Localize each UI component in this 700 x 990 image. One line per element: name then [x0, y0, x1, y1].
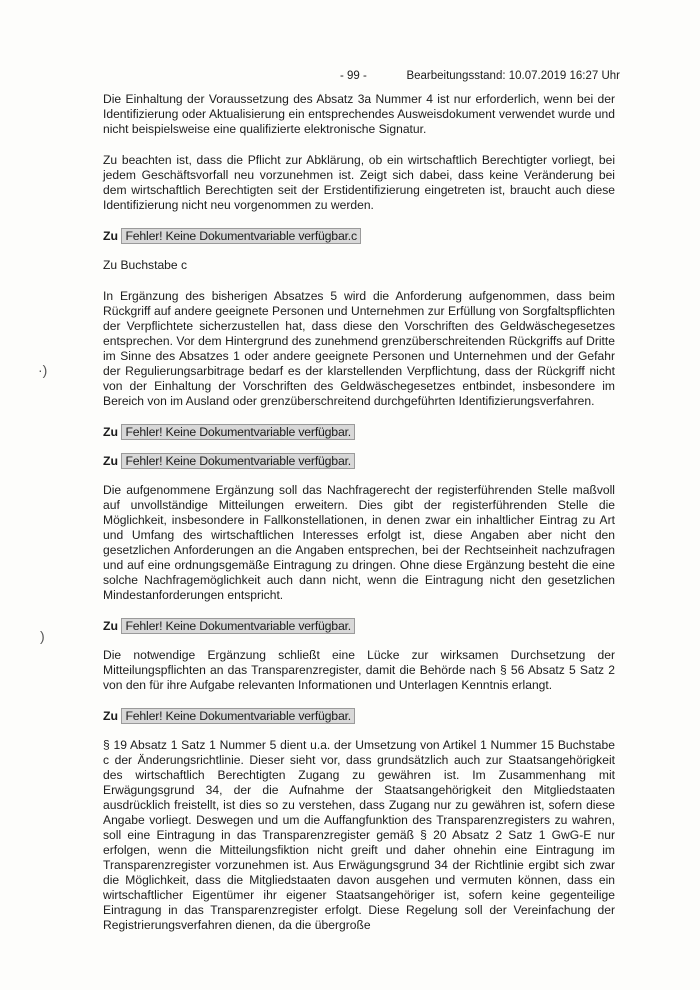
paragraph: Zu beachten ist, dass die Pflicht zur Abklärung, ob ein wirtschaftlich Berechtigter vorliegt, bei jedem Geschäftsvorfall neu vorzunehmen ist. Zeigt sich dabei, dass keine Veränderung bei dem wirtschaftlich Berechtigten seit der Erstidentifizierung eingetreten ist, braucht auch diese Identifizierung nicht neu vorgenommen zu werden.	[103, 153, 615, 212]
section-heading: Zu Fehler! Keine Dokumentvariable verfügbar.	[103, 425, 615, 440]
paragraph: In Ergänzung des bisherigen Absatzes 5 wird die Anforderung aufgenommen, dass beim Rückgriff auf andere geeignete Personen und Unternehmen zur Erfüllung von Sorgfaltspflichten der Verpflichtete sicherzustellen hat, dass diese den Vorschriften des Geldwäschegesetzes entsprechen. Vor dem Hintergrund des zunehmend grenzüberschreitenden Rückgriffs auf Dritte im Sinne des Absatzes 1 oder andere geeignete Personen und Unternehmen und der Gefahr der Regulierungsarbitrage bedarf es der klarstellenden Verpflichtung, dass der Rückgriff nicht von der Einhaltung der Vorschriften des Geldwäschegesetzes entbindet, insbesondere im Bereich von im Ausland oder grenzüberschreitend durchgeführten Identifizierungsverfahren.	[103, 289, 615, 408]
page-number: - 99 -	[340, 70, 367, 82]
paragraph: Die aufgenommene Ergänzung soll das Nachfragerecht der registerführenden Stelle maßvoll auf unvollständige Mitteilungen erweitern. Dies gibt der registerführenden Stelle die Möglichkeit, insbesondere in Fallkonstellationen, in denen zwar ein inhaltlicher Eintrag zu Art und Umfang des wirtschaftlichen Interesses erfolgt ist, diese Angaben aber nicht den gesetzlichen Anforderungen an die Angaben entsprechen, bei der Rechtseinheit nachzufragen und auf eine ordnungsgemäße Eintragung zu dringen. Ohne diese Ergänzung besteht die eine solche Nachfragemöglichkeit auch dann nicht, wenn die Eintragung nicht den gesetzlichen Mindestanforderungen entspricht.	[103, 483, 615, 602]
margin-mark: )	[40, 628, 45, 644]
section-heading: Zu Fehler! Keine Dokumentvariable verfügbar.	[103, 619, 615, 634]
paragraph: Die Einhaltung der Voraussetzung des Absatz 3a Nummer 4 ist nur erforderlich, wenn bei der Identifizierung oder Aktualisierung ein entsprechendes Ausweisdokument verwendet wurde und nicht beispielsweise eine qualifizierte elektronische Signatur.	[103, 92, 615, 136]
field-error-highlight: Fehler! Keine Dokumentvariable verfügbar.	[121, 618, 355, 634]
subsection-heading: Zu Buchstabe c	[103, 258, 188, 272]
field-error-highlight: Fehler! Keine Dokumentvariable verfügbar.c	[121, 228, 361, 244]
section-heading: Zu Fehler! Keine Dokumentvariable verfügbar.c	[103, 229, 615, 244]
margin-mark: ·)	[38, 362, 48, 378]
section-heading: Zu Fehler! Keine Dokumentvariable verfügbar.	[103, 454, 615, 469]
edit-status: Bearbeitungsstand: 10.07.2019 16:27 Uhr	[406, 70, 620, 82]
field-error-highlight: Fehler! Keine Dokumentvariable verfügbar.	[121, 453, 355, 469]
section-heading: Zu Fehler! Keine Dokumentvariable verfügbar.	[103, 709, 615, 724]
page-header	[340, 70, 620, 82]
paragraph: § 19 Absatz 1 Satz 1 Nummer 5 dient u.a. der Umsetzung von Artikel 1 Nummer 15 Buchstabe c der Änderungsrichtlinie. Dieser sieht vor, dass grundsätzlich auch zur Staatsangehörigkeit des wirtschaftlich Berechtigten Zugang zu gewähren ist. Im Zusammenhang mit Erwägungsgrund 34, der die Aufnahme der Staatsangehörigkeit den Mitgliedstaaten ausdrücklich freistellt, ist dies so zu verstehen, dass Zugang nur zu gewähren ist, sofern diese Angabe vorliegt. Deswegen und um die Auffangfunktion des Transparenzregisters zu wahren, soll eine Eintragung in das Transparenzregister gemäß § 20 Absatz 2 Satz 1 GwG-E nur erfolgen, wenn die Mitteilungsfiktion nicht greift und daher ohnehin eine Eintragung im Transparenzregister vorzunehmen ist. Aus Erwägungsgrund 34 der Richtlinie ergibt sich zwar die Möglichkeit, dass die Mitgliedstaaten davon ausgehen und vermuten können, dass ein wirtschaftlicher Eigentümer ihr eigener Staatsangehöriger ist, sofern keine gegenteilige Eintragung in das Transparenzregister erfolgt. Diese Regelung soll der Vereinfachung der Registrierungsverfahren dienen, da die übergroße	[103, 738, 615, 932]
paragraph: Die notwendige Ergänzung schließt eine Lücke zur wirksamen Durchsetzung der Mitteilungspflichten an das Transparenzregister, damit die Behörde nach § 56 Absatz 5 Satz 2 von den für ihre Aufgabe relevanten Informationen und Unterlagen Kenntnis erlangt.	[103, 648, 615, 692]
field-error-highlight: Fehler! Keine Dokumentvariable verfügbar.	[121, 708, 355, 724]
document-body	[103, 92, 615, 949]
field-error-highlight: Fehler! Keine Dokumentvariable verfügbar.	[121, 424, 355, 440]
